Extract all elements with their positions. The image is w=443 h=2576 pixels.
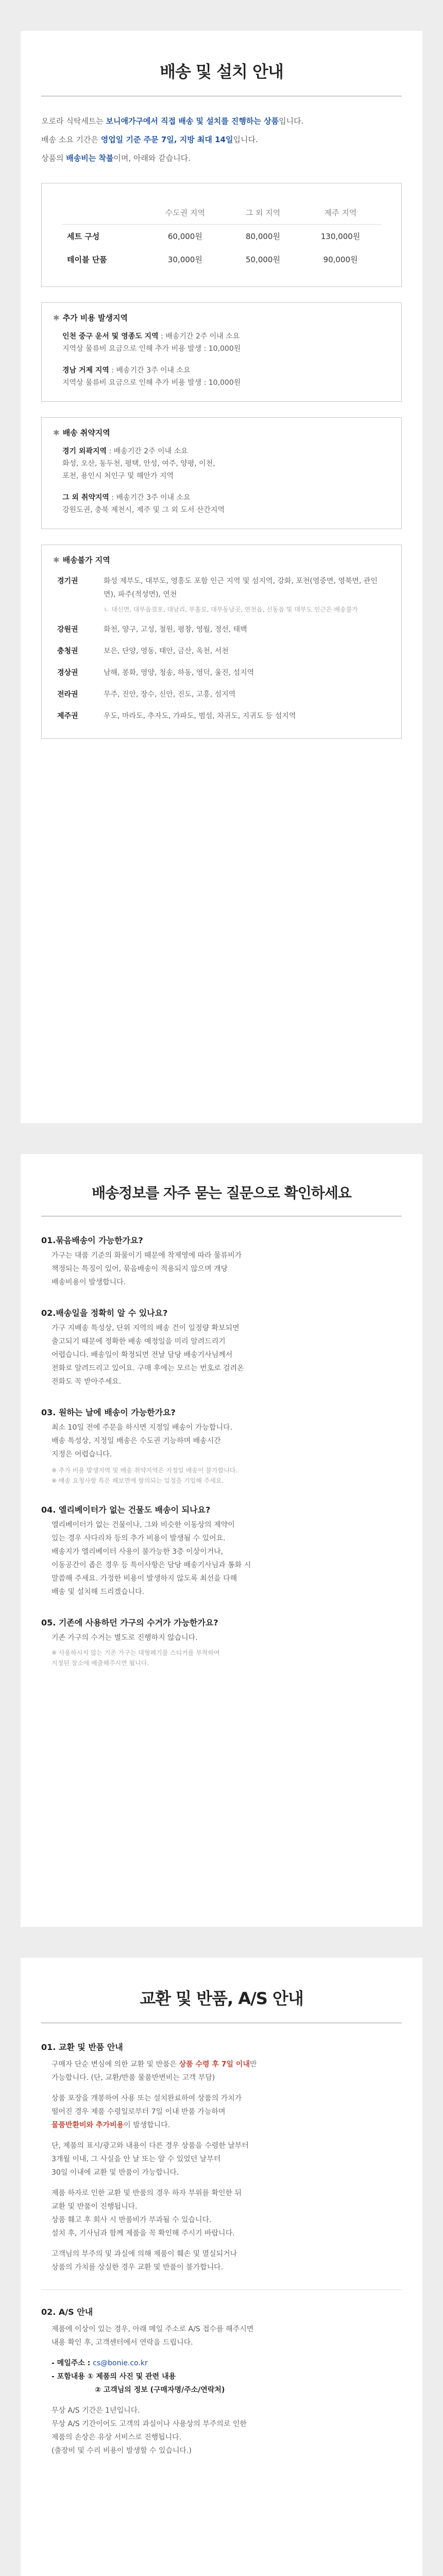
table-row: 세트 구성 60,000원 80,000원 130,000원 xyxy=(67,232,361,241)
delivery-section xyxy=(21,31,422,1123)
faq-answer: 가구는 대품 기준의 화물이기 때문에 착제영에 따라 물류비가 책정되는 특징이 있어, 묶음배송이 적용되지 않으며 개당 배송비용이 발생합니다. xyxy=(52,1251,242,1286)
extra-cost-item: 경남 거제 지역 : 배송기간 3주 이내 소요 지역상 물류비 요금으로 인해 추가 비용 발생 : 10,000원 xyxy=(62,366,241,387)
faq-item xyxy=(21,1307,422,1388)
as-subtitle: 02. A/S 안내 xyxy=(41,2307,93,2317)
faq-item xyxy=(21,1234,422,1289)
shipping-price-table xyxy=(62,201,381,271)
asterisk-icon: ✱ xyxy=(53,428,60,437)
faq-question: 04. 엘리베이터가 없는 건물도 배송이 되나요? xyxy=(41,1505,211,1515)
region-row: 충청권 보은, 단양, 영동, 태안, 금산, 옥천, 서천 xyxy=(57,647,229,655)
region-row: 경상권 남해, 봉화, 영양, 청송, 하동, 영덕, 울진, 섬지역 xyxy=(57,669,254,677)
extra-cost-item: 인천 중구 운서 및 영종도 지역 : 배송기간 2주 이내 소요 지역상 물류비 요금으로 인해 추가 비용 발생 : 10,000원 xyxy=(62,332,241,353)
intro-line-2: 배송 소요 기간은 영업일 기준 주문 7일, 지방 최대 14일입니다. xyxy=(41,135,258,144)
remote-area-box xyxy=(41,417,402,529)
faq-answer: 최소 10일 전에 주문을 하시면 지정일 배송이 가능합니다. 배송 특성상, 지정일 배송은 수도권 기능하며 배송시간 지정은 어렵습니다. xyxy=(52,1423,232,1459)
faq-title: 배송정보를 자주 묻는 질문으로 확인하세요 xyxy=(92,1184,351,1201)
header-capital: 수도권 지역 xyxy=(144,201,226,225)
remote-area-title: ✱ 배송 취약지역 xyxy=(53,428,110,437)
header-other: 그 외 지역 xyxy=(226,201,300,225)
region-row: 경기권 화성 제부도, 대부도, 영흥도 포함 인근 지역 및 섬지역, 강화, 포천(영중면, 영북면, 관인면), 파주(적성면), 연천 ㄴ 대신면, 대부읍걸포, 대남리, 부홀로, 대부동남곳, 연천읍, 신동읍 및 대부도 인근은 배송불가 xyxy=(57,577,378,613)
delivery-title: 배송 및 설치 안내 xyxy=(160,62,283,81)
faq-question: 03. 원하는 날에 배송이 가능한가요? xyxy=(41,1408,176,1417)
region-row: 제주권 우도, 마라도, 추자도, 가파도, 범섬, 차귀도, 지귀도 등 섬지역 xyxy=(57,712,296,720)
faq-answer: 기존 가구의 수거는 별도로 진행하지 않습니다. xyxy=(52,1634,198,1642)
remote-area-item: 그 외 취약지역 : 배송기간 3주 이내 소요 강원도권, 충북 제천시, 제주 및 그 외 도서 산간지역 xyxy=(62,494,225,514)
asterisk-icon: ✱ xyxy=(53,555,60,565)
asterisk-icon: ✱ xyxy=(53,313,60,323)
delivery-intro xyxy=(41,114,402,165)
region-row: 강원권 화천, 양구, 고성, 철원, 평창, 영월, 정선, 태백 xyxy=(57,625,247,634)
faq-note: ※ 사용하시지 않는 기존 가구는 대형폐기물 스티커를 부착하여 지정된 장소에 배출해주시면 됩니다. xyxy=(52,1649,220,1667)
faq-item xyxy=(21,1406,422,1486)
intro-line-3: 상품의 배송비는 착불이며, 아래와 같습니다. xyxy=(41,154,191,163)
faq-question: 05. 기존에 사용하던 가구의 수거가 가능한가요? xyxy=(41,1618,218,1628)
faq-answer: 가구 지배송 특성상, 단위 지역의 배송 건이 일정량 확보되면 출고되기 때문에 정확한 배송 예정일을 미리 알려드리기 어렵습니다. 배송일이 확정되면 전날 담당 배송기사님께서 전화로 알려드리고 있어요. 구매 후에는 모르는 번호로 걸려온 전화도 꼭 받아주세요. xyxy=(52,1324,244,1386)
exchange-subtitle: 01. 교환 및 반품 안내 xyxy=(41,2042,123,2052)
faq-item xyxy=(21,1503,422,1599)
price-table-header xyxy=(62,201,381,225)
exchange-body: 구매자 단순 변심에 의한 교환 및 반품은 상품 수령 후 7일 이내만 가능합니다. (단, 교환/반품 물품반변비는 고객 부담) 상품 포장을 개봉하여 사용 또는 설치완료하여 상품의 가치가 떨어진 경우 제품 수령일로부터 7일 이내 반품 가능하며 물품반환비와 추가비용이 발생합니다. 단, 제품의 표시/광고와 내용이 다른 경우 상품을 수령한 날부터 3개월 이내, 그 사실을 안 날 또는 알 수 있었던 날부터 30일 이내에 교환 및 반품이 가능합니다. 제품 하자로 인한 교환 및 반품의 경우 하자 부위를 확인한 뒤 교환 및 반품이 진행됩니다. 상품 훼고 후 회사 시 반품비가 부과될 수 있습니다. 설치 후, 기사님과 함께 제품을 꼭 확인해 주시기 바랍니다. 고객님의 부주의 및 과실에 의해 제품이 훼손 및 멸실되거나 상품의 가치를 상실한 경우 교환 및 반품이 불가합니다. xyxy=(52,2060,257,2272)
faq-section xyxy=(21,1154,422,1927)
faq-item xyxy=(21,1616,422,1668)
as-title: 교환 및 반품, A/S 안내 xyxy=(140,1989,303,2008)
extra-cost-box xyxy=(41,302,402,402)
faq-answer: 엘리베이터가 없는 건물이나, 그와 비슷한 이동상의 제약이 있는 경우 사다리차 등의 추가 비용이 발생될 수 있어요. 배송지가 엘리베이터 사용이 불가능한 3층 이상이거나, 이동공간이 좁은 경우 등 특이사항은 담당 배송기사님과 통화 시 말씀해 주세요. 가정한 비용이 발생하지 않도록 최선을 다해 배송 및 설치해 드리겠습니다. xyxy=(52,1521,251,1596)
intro-line-1: 오로라 식탁세트는 보니애가구에서 직접 배송 및 설치를 진행하는 상품입니다. xyxy=(41,116,304,126)
faq-note: ※ 추가 비용 발생지역 및 배송 취약지역은 지정일 배송이 불가합니다. ※ 배송 요청사항 특은 해보면에 항의되는 일정을 기입해 주세요. xyxy=(52,1467,238,1484)
faq-question: 01.묶음배송이 가능한가요? xyxy=(41,1235,143,1245)
faq-question: 02.배송일을 정확히 알 수 있나요? xyxy=(41,1308,168,1318)
extra-cost-title: ✱ 추가 비용 발생지역 xyxy=(53,313,128,323)
remote-area-item: 경기 외곽지역 : 배송기간 2주 이내 소요 화성, 오산, 동두천, 평택, 안성, 여주, 양평, 이천, 포천, 용인시 처인구 및 해안가 지역 xyxy=(62,447,215,480)
email-link[interactable]: cs@bonie.co.kr xyxy=(93,2359,148,2367)
as-body: 제품에 이상이 있는 경우, 아래 메일 주소로 A/S 접수를 해주시면 내용 확인 후, 고객센터에서 연락을 드립니다. - 메일주소 : cs@bonie.co.kr - 포함내용 ① 제품의 사진 및 관련 내용 ② 고객님의 정보 (구매자명/주소/연락처) 무상 A/S 기간은 1년입니다. 무상 A/S 기간이어도 고객의 과실이나 사용상의 부주의로 인한 제품의 손상은 유상 서비스로 진행됩니다. (출장비 및 수리 비용이 발생할 수 있습니다.) xyxy=(52,2325,254,2455)
unavailable-area-box xyxy=(41,545,402,739)
table-row: 테이블 단품 30,000원 50,000원 90,000원 xyxy=(67,255,358,264)
region-row: 전라권 무주, 진안, 장수, 신안, 진도, 고흥, 섬지역 xyxy=(57,690,236,699)
unavailable-area-title: ✱ 배송불가 지역 xyxy=(53,555,110,565)
exchange-as-section xyxy=(21,1958,422,2576)
price-table-box xyxy=(41,183,402,287)
header-jeju: 제주 지역 xyxy=(300,201,381,225)
